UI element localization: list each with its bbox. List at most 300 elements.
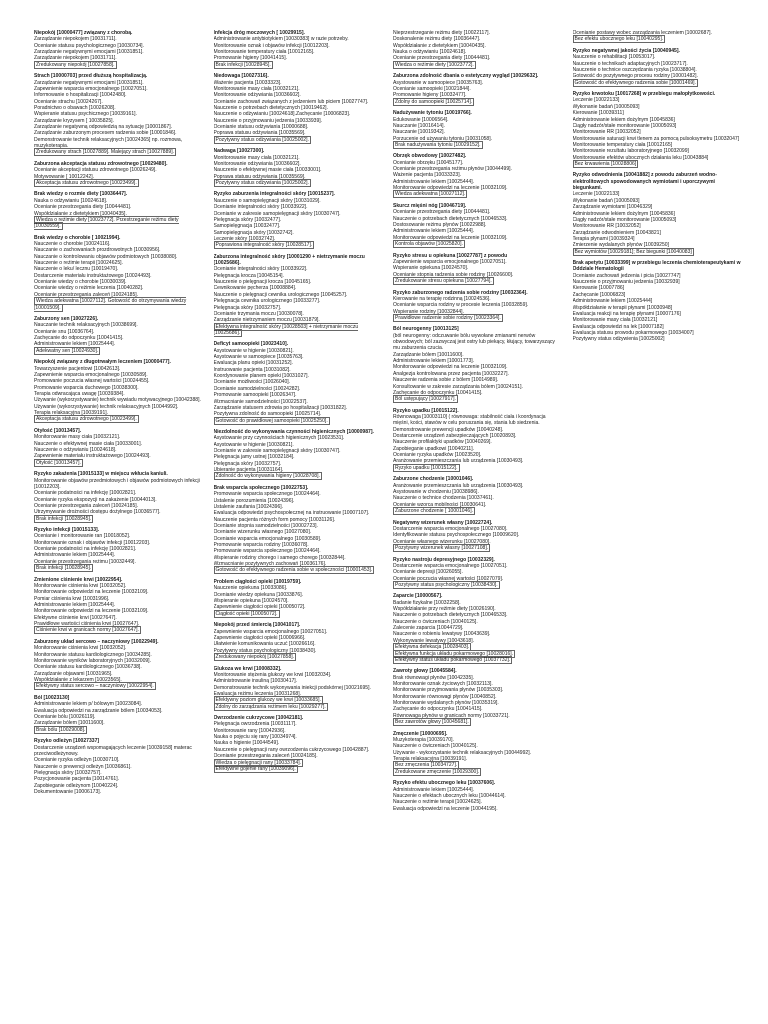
intervention-line: Zarządzanie kryzysem [ 10035825]. bbox=[34, 117, 114, 124]
outcome-line bbox=[34, 627, 204, 633]
intervention-line: Monitorowanie przyjmowania płynów [10035303]. bbox=[393, 687, 504, 694]
intervention-line: Ocenianie akceptacji statusu zdrowotnego [10026249]. bbox=[34, 167, 157, 174]
intervention-line: Asystowanie w chodzeniu [10038986]. bbox=[393, 489, 479, 496]
intervention-line: Ewaluacja odpowiedzi na lek [10007182] bbox=[572, 323, 664, 330]
diagnosis-block bbox=[393, 408, 563, 471]
intervention-line: Zarządzanie bólem [10011600]. bbox=[34, 720, 105, 727]
intervention-line: Ubieranie pacjenta [10031164]. bbox=[213, 467, 284, 474]
intervention-line: Nieprzestrzeganie reżimu diety [10022117]. bbox=[393, 30, 490, 36]
outcome-line bbox=[393, 582, 563, 588]
intervention-line: Nauczenie o przyjmowaniu jedzenia [10032939] bbox=[572, 279, 680, 286]
intervention-line: Pielęgnacja skóry [10032757]. bbox=[213, 460, 282, 467]
intervention-line: Ocenianie zachowań związanych z jedzeniem lub piciem [10027747]. bbox=[213, 98, 369, 105]
diagnosis-title: Otyłość [10013457]. bbox=[34, 427, 82, 434]
intervention-line: Asystowanie w higienie [10030821]. bbox=[213, 441, 294, 448]
intervention-line: Ocenianie integralności skóry [10033922]. bbox=[213, 266, 308, 273]
intervention-line: Promowanie higieny [10041415]. bbox=[213, 55, 288, 62]
intervention-line: Aranżowanie przemieszczania lub urządzenia [10030493]. bbox=[393, 482, 524, 489]
diagnosis-block bbox=[573, 48, 743, 86]
diagnosis-title: Ból [10023130] bbox=[34, 694, 70, 701]
outcome-text: Efektywna funkcja układu pokarmowego [10028016]. bbox=[395, 650, 514, 657]
intervention-line: Ocenianie wiedzy opiekuna [10033876]. bbox=[213, 591, 304, 598]
intervention-line: Zapewnienie wsparcia emocjonalnego [10027051]. bbox=[34, 85, 148, 92]
intervention-line: Prawidłowe wartości ciśnienia krwi [10027647]. bbox=[34, 621, 140, 628]
intervention-line: Efektywne ciśnienie krwi [10027647]. bbox=[34, 614, 117, 621]
intervention-line: Pomiar ciśnienia krwi [10031996]. bbox=[34, 595, 110, 602]
intervention-line: Badanie fizykalne [10032258]. bbox=[393, 599, 461, 606]
outcome-line bbox=[214, 137, 384, 143]
intervention-line: Ocenianie przestrzegania zaleceń [10024185]. bbox=[34, 502, 139, 509]
intervention-line: Ocenianie bólu [10026119]. bbox=[34, 713, 96, 720]
diagnosis-title: Brak wiedzy o chorobie [ 10021994]. bbox=[34, 234, 121, 241]
intervention-line: Brak równowagi płynów [10042335]. bbox=[393, 674, 475, 681]
intervention-line: Ewaluacja odpowiedzi na zarządzanie bólem [10034053]. bbox=[34, 707, 163, 714]
intervention-line: Administrowanie antybiotykiem [10030383] w razie potrzeby. bbox=[213, 36, 349, 43]
intervention-line: Ocenianie samodzielności [10024282]. bbox=[213, 385, 301, 392]
intervention-line: Ocenianie postawy wobec zarządzania leczeniem [10002687]. bbox=[572, 30, 712, 36]
diagnosis-title: Ryzyko upadku [10015122]. bbox=[393, 407, 459, 414]
intervention-line: Nauczenie o technice oszczędzania ryzyka [10038804]. bbox=[572, 66, 697, 73]
intervention-line: Ocenianie ryzyka odleżyn [10030710]. bbox=[34, 757, 120, 764]
diagnosis-block bbox=[214, 148, 384, 186]
intervention-line: Wspieranie rodziny [10032844]. bbox=[393, 308, 464, 315]
intervention-line: Monitorowanie rezultatu laboratoryjnego [10032099] bbox=[572, 148, 689, 155]
intervention-line: Ważenie pacjenta [10033323]. bbox=[213, 79, 282, 86]
intervention-line: Asystowanie w higienie [10030821]. bbox=[213, 347, 294, 354]
outcome-line bbox=[34, 516, 204, 522]
intervention-line: Zapewnienie ciągłości opieki [10005072]. bbox=[213, 604, 306, 611]
intervention-line: Ocenianie snu [10036764]. bbox=[34, 328, 95, 335]
intervention-line: Ocenianie wizerunku własnego [10027080]. bbox=[213, 529, 312, 536]
intervention-line: Pozytywna zdolność do samoopieki [10025714]. bbox=[213, 411, 322, 418]
intervention-line: Pielęgnacja owrzodzenia [10031117]. bbox=[213, 721, 297, 728]
diagnosis-block bbox=[214, 429, 384, 480]
intervention-line: Monitorowanie stężenia glukozy we krwi [10032034]. bbox=[213, 671, 332, 678]
diagnosis-title: Problem ciągłości opieki [10019759]. bbox=[213, 579, 302, 585]
intervention-line: Promowanie wsparcia społecznego [10024464]. bbox=[213, 548, 321, 555]
diagnosis-title: Zaburzona integralność skóry [10001290 + nietrzymanie moczu [10025686]. bbox=[213, 253, 365, 267]
outcome-text: Wiedza o reżimie diety [10023772]. Przestrzeganie reżimu diety [10030559]. bbox=[34, 216, 179, 230]
outcome-line bbox=[214, 567, 384, 573]
intervention-line: Administrowanie lekiem [10025444]. bbox=[393, 228, 475, 235]
intervention-line: Ewaluacja planu opieki [10031252]. bbox=[213, 360, 293, 367]
outcome-line bbox=[34, 683, 204, 689]
outcome-line bbox=[34, 416, 204, 422]
diagnosis-title: Niepokój związany z długotrwałym leczeniem [10000477]. bbox=[34, 359, 171, 366]
outcome-text: Gotowość do efektywnego radzenia sobie w społeczności [10001453]. bbox=[215, 567, 373, 574]
intervention-line: Ocenianie statusu kardiologicznego [10036738]. bbox=[34, 664, 142, 671]
intervention-line: Zarządzanie statusem zdrowia po hospitalizacji [10031822]. bbox=[213, 404, 348, 411]
outcome-line bbox=[393, 508, 563, 514]
intervention-line: Pielęgnacja skóry [10032757]. bbox=[34, 769, 102, 776]
intervention-line: Dostarczenie wsparcia emocjonalnego [10027080]. bbox=[393, 525, 508, 532]
intervention-line: Ocenianie przestrzegania diety [10044481]. bbox=[393, 55, 491, 62]
outcome-text: Brak infekcji [10028945]. bbox=[215, 61, 271, 68]
outcome-text: Zdolny do samoopieki [10025714]. bbox=[395, 98, 473, 105]
intervention-line: Zachęcanie do odpoczynku [10041415]. bbox=[393, 389, 483, 396]
diagnosis-title: Zawroty głowy [10045584]. bbox=[393, 668, 457, 675]
intervention-line: Kierowanie [10007786] bbox=[572, 285, 625, 292]
outcome-line bbox=[214, 766, 384, 772]
intervention-line: Ocenianie własnego wizerunku [10027080]. bbox=[393, 538, 491, 545]
intervention-line: Nauczenie radzenia sobie z bólem [10014989]. bbox=[393, 377, 499, 384]
outcome-line bbox=[214, 62, 384, 68]
outcome-text: Bez zmęczenia [10034727]. bbox=[395, 762, 458, 769]
intervention-line: Zapobieganie odleżynom [10040224]. bbox=[34, 782, 119, 789]
outcome-line bbox=[214, 473, 384, 479]
intervention-line: Monitorowanie równowagi płynów [10040852]. bbox=[393, 693, 497, 700]
intervention-line: Ewaluacja reżimu leczenia [10031268]. bbox=[213, 690, 302, 697]
diagnosis-block bbox=[393, 731, 563, 775]
diagnosis-title: Obrzęk obwodowy [10027482]. bbox=[393, 153, 467, 160]
intervention-line: Zmierzenie wydalanych płynów [10039250] bbox=[572, 242, 670, 249]
intervention-line: Ewaluacja reakcji na terapię płynami [10007176] bbox=[572, 310, 681, 317]
intervention-line: Nauczenie pacjenta różnych form pomocy [10031126]. bbox=[213, 516, 336, 523]
outcome-line bbox=[34, 298, 204, 311]
intervention-line: Pozytywny status psychologiczny [10038430]. bbox=[213, 647, 317, 654]
intervention-line: Nauczenie o rehabilitacji [10053017]. bbox=[572, 54, 656, 61]
intervention-line: Nauka o pojęciu się rany [10034974]. bbox=[213, 734, 297, 741]
intervention-line: Ocenianie podatności na infekcję [10002821]. bbox=[34, 546, 137, 553]
diagnosis-block bbox=[34, 359, 204, 422]
diagnosis-block bbox=[393, 30, 563, 68]
intervention-line: Dostarczenie materiału instruktażowego [10024493]. bbox=[34, 272, 152, 279]
intervention-line: Monitorowanie odżywiania [10036602]. bbox=[213, 160, 301, 167]
outcome-text: Brak bólu [10029008]. bbox=[36, 726, 86, 733]
intervention-line: Nauczenie o pielęgnacji krocza [10045165]. bbox=[213, 279, 312, 286]
intervention-line: Ułatwienie komunikowania uczuć [10026616]. bbox=[213, 641, 316, 648]
intervention-line: Pielęgnacja skóry [10032757]. bbox=[213, 304, 282, 311]
intervention-line: Administrowanie lekiem p/ bólowym [10023084]. bbox=[34, 701, 143, 708]
intervention-line: Ewaluacja odpowiedzi na leczenie [10044195]. bbox=[393, 805, 498, 812]
intervention-line: Zarządzanie zaburzonym procesem radzenia sobie [10001846]. bbox=[34, 130, 177, 137]
intervention-line: Administrowanie lekiem [10025444] bbox=[572, 298, 653, 305]
diagnosis-title: Infekcja dróg moczowych [ 10029915]. bbox=[213, 30, 305, 36]
intervention-line: Monitorowanie saturacji krwi tlenem za pomocą pulsoksymetru [10032047] bbox=[572, 135, 740, 142]
intervention-line: Ocenianie wzorca mobilności [10030641]. bbox=[393, 501, 487, 508]
diagnosis-title: Glukoza we krwi [10008332]. bbox=[213, 665, 282, 672]
intervention-line: Administrowanie lekiem dożylnym [10045836] bbox=[572, 210, 675, 217]
intervention-line: Wspieranie opiekuna [10024570]. bbox=[213, 598, 289, 605]
column-2 bbox=[214, 30, 384, 1014]
intervention-line: Ciągły nadzór/stałe monitorowanie [10005093] bbox=[572, 216, 677, 223]
diagnosis-block bbox=[34, 527, 204, 571]
outcome-text: Ryzyko upadku [10015122]. bbox=[395, 464, 458, 471]
intervention-line: Nauczenie o efektywnej masie ciała [10033001]. bbox=[213, 167, 322, 174]
diagnosis-title: Niedowaga [10027316]. bbox=[213, 73, 269, 80]
intervention-line: Współdziałanie z dietetykiem [10040435]. bbox=[34, 210, 127, 217]
outcome-line bbox=[393, 465, 563, 471]
intervention-line: Promowanie higieny [10032477]. bbox=[393, 92, 467, 99]
intervention-line: Demonstrowanie technik wykonywania iniekcji podskórnej [10021695]. bbox=[213, 684, 371, 691]
outcome-text: Wiedza adekwatna [10027112]. Gotowość do otrzymywania wiedzy [10001509]. bbox=[34, 298, 187, 311]
intervention-line: Monitorowanie odżywiania [10036602]. bbox=[213, 92, 301, 99]
diagnosis-block bbox=[34, 191, 204, 229]
intervention-line: Zalecenie zaparcia [10044729]. bbox=[393, 625, 464, 632]
diagnosis-block bbox=[214, 485, 384, 574]
diagnosis-block bbox=[34, 471, 204, 522]
intervention-line: Zapewnienie ciągłości opieki [10006966]. bbox=[213, 634, 306, 641]
intervention-line: Zapewnienie wsparcia emocjonalnego [10027051]. bbox=[213, 628, 328, 635]
outcome-line bbox=[393, 278, 563, 284]
intervention-line: Pielęgnacja krocza [10045154]. bbox=[213, 272, 284, 279]
outcome-text: Zdolność do wykonywania higieny [10028708]. bbox=[215, 473, 320, 480]
intervention-line: Ocenianie obrzęku [10045177]. bbox=[393, 159, 464, 166]
intervention-line: Monitorowanie oznak i objawów infekcji [10012203]. bbox=[213, 42, 330, 49]
intervention-line: Monitorowanie wyników laboratoryjnych [10032009]. bbox=[34, 658, 151, 664]
intervention-line: Wykonanie badań [10005093] bbox=[572, 197, 640, 204]
intervention-line: Ocenianie wiedzy o reżimie leczenia [10040282]. bbox=[34, 285, 144, 292]
outcome-line bbox=[573, 249, 743, 255]
diagnosis-title: Ryzyko odwodnienia [10041882] z powodu zaburzeń wodno-elektrolitowych spowodowanych wymiotami i uporczywymi biegunkami. bbox=[572, 172, 717, 192]
outcome-text: Zredukowany strach [10027889]. Malejący strach [10027889]. bbox=[36, 149, 175, 156]
column-1 bbox=[34, 30, 204, 1014]
outcome-text: Zaburzone chodzenie [ 10001046]. bbox=[395, 508, 474, 515]
diagnosis-title: Niepokój przed śmiercią [10041017]. bbox=[213, 622, 301, 629]
intervention-line: Ocenianie stopnia samodzielności [10002723]. bbox=[213, 523, 318, 530]
outcome-line bbox=[214, 180, 384, 186]
intervention-line: Nauczanie [10016414]. bbox=[393, 122, 445, 129]
intervention-line: Nauczenie o pielęgnacji cewnika urologicznego [10045257]. bbox=[213, 291, 348, 298]
outcome-text: Ciągłość opieki [10005072]. bbox=[215, 610, 278, 617]
intervention-line: Terapia odwracająca uwagę [10039384]. bbox=[34, 391, 125, 397]
diagnosis-title: Deficyt samoopieki [10023410]. bbox=[213, 341, 289, 348]
diagnosis-title: Ryzyko zaburzenia integralności skóry [10015237]. bbox=[213, 191, 335, 198]
intervention-line: Pielęgnacja skóry [10032477]. bbox=[213, 216, 282, 223]
diagnosis-title: Ryzyko stresu u opiekuna [10027787] z powodu bbox=[393, 252, 508, 259]
outcome-text: Bez zawrotów głowy [10045681]. bbox=[395, 719, 469, 726]
outcome-text: Wiedza o reżimie diety [10023772]. bbox=[395, 61, 474, 68]
intervention-line: Poradnictwo o obawach [10026208]. bbox=[34, 104, 116, 111]
diagnosis-block bbox=[573, 91, 743, 167]
intervention-line: Leczenie skóry [10032742]. bbox=[213, 235, 276, 242]
diagnosis-block bbox=[393, 476, 563, 514]
intervention-line: Wykonywanie lewatywy [10043618]. bbox=[393, 637, 475, 644]
diagnosis-title: Zaburzone chodzenie [10001046]. bbox=[393, 476, 474, 483]
diagnosis-title: Zaburzony sen [10027226]. bbox=[34, 316, 99, 323]
intervention-line: Równowaga [10003110] ( równowaga: stabilność ciała i koordynacja mięśni, kości, stawów w celu poruszania się, stania lub siedzenia. bbox=[393, 414, 546, 427]
diagnosis-block bbox=[34, 695, 204, 733]
diagnosis-block bbox=[214, 666, 384, 710]
intervention-line: Zarządzanie bólem [10011600]. bbox=[393, 351, 464, 358]
intervention-line: Współdziałanie przy reżimie diety [10026190]. bbox=[393, 606, 496, 613]
intervention-line: Ciągły nadzór/stałe monitorowanie [10005093] bbox=[572, 122, 677, 129]
intervention-line: Nauczanie [10019342]. bbox=[393, 129, 445, 136]
outcome-text: Poprawiona integralność skóry [10028517]. bbox=[215, 242, 313, 249]
outcome-text: Gotowość do efektywnego radzenia sobie [10001469]. bbox=[574, 79, 696, 86]
intervention-line: Nauczenie o leku/ lecznu [10019470]. bbox=[34, 266, 119, 273]
outcome-text: Bez wymiotów [10029181]; Bez biegunki [10040083] bbox=[574, 248, 692, 255]
intervention-line: Terapia relaksacyjna [10039191]. bbox=[34, 410, 109, 417]
intervention-line: Porzucenie od używaniu tytoniu [10031058]. bbox=[393, 135, 493, 142]
outcome-line bbox=[573, 36, 743, 42]
intervention-line: Zarządzanie odwodnieniem [10043821] bbox=[572, 229, 661, 236]
outcome-text: Brak nadużywania tytoniu [10029152]. bbox=[395, 141, 481, 148]
diagnosis-block bbox=[393, 153, 563, 197]
intervention-line: Nauczenie o ćwiczeniach [10040125]. bbox=[393, 743, 478, 750]
intervention-line: Administrowanie lekiem [10025444]. bbox=[393, 178, 475, 185]
diagnosis-title: Ryzyko zakażenia [10015133] w miejscu wkłucia kaniuli. bbox=[34, 471, 168, 478]
outcome-text: Wiedza o pielęgnacji rany [10033784]. bbox=[215, 759, 302, 766]
intervention-line: Asystowanie przy czynnościach higienicznych [10023531]. bbox=[213, 435, 345, 442]
intervention-line: Monitorowanie oznak i objawów infekcji [10012203]. bbox=[34, 539, 151, 546]
diagnosis-title: Nadużywanie tytoniu [10019766]. bbox=[393, 110, 472, 117]
intervention-line: Koordynowanie planem opieki [10031027]. bbox=[213, 373, 309, 380]
intervention-line: Nauczenie o robieniu lewatywy [10043639]. bbox=[393, 631, 491, 638]
intervention-line: Monitorowanie rany [10042936]. bbox=[213, 727, 286, 734]
outcome-line bbox=[393, 769, 563, 775]
intervention-line: Poprawa statusu odżywiania [10035569]. bbox=[213, 173, 306, 180]
intervention-line: Dostosowanie reżimu płynów [10022988]. bbox=[393, 222, 487, 229]
diagnosis-title: Ryzyko zaburzonego radzenia sobie rodziny [10032364]. bbox=[393, 289, 528, 296]
intervention-line: Terapia płynami [10039324] bbox=[572, 235, 635, 242]
intervention-line: Monitorowanie odpowiedzi na leczenie [10032109]. bbox=[393, 364, 508, 371]
diagnosis-block bbox=[393, 253, 563, 285]
diagnosis-block bbox=[393, 110, 563, 148]
intervention-line: Konsultowanie w zakresie zarządzania bólem [10024151]. bbox=[393, 383, 523, 390]
outcome-line bbox=[393, 241, 563, 247]
intervention-line: Wspieranie rodziny chorego i samego chorego [10032844]. bbox=[213, 554, 346, 561]
outcome-line bbox=[34, 565, 204, 571]
intervention-line: Asystowanie w samoopiece [10035763]. bbox=[213, 354, 304, 361]
intervention-line: Kierowanie [10039311] bbox=[572, 110, 624, 117]
diagnosis-block bbox=[214, 622, 384, 660]
intervention-line: Administrowanie lekiem [10001773]. bbox=[393, 358, 475, 365]
intervention-line: Administrowanie lekiem dożylnym [10045836] bbox=[572, 116, 675, 123]
intervention-line: Promowanie wsparcia duchowego [10038300]. bbox=[34, 384, 139, 391]
outcome-line bbox=[34, 62, 204, 68]
outcome-text: Brak infekcji [10028945]. bbox=[36, 565, 92, 572]
column-3 bbox=[393, 30, 563, 1014]
intervention-line: Zapewnienie wsparcia emocjonalnego [10030589]. bbox=[34, 371, 148, 378]
outcome-line bbox=[393, 99, 563, 105]
diagnosis-block bbox=[34, 428, 204, 466]
intervention-line: Używanie - wykorzystanie technik relaksacyjnych [10044992]. bbox=[393, 749, 532, 756]
intervention-line: Monitorowanie oznak życiowych [10032113]. bbox=[393, 681, 493, 688]
outcome-text: Brak infekcji [10028945]. bbox=[36, 515, 92, 522]
intervention-line: Dostarczenie urządzeń wspomagających leczenie [10039158] materac przeciwodleżynowy. bbox=[34, 744, 192, 757]
intervention-line: Ocenianie w zakresie samopielęgnacji skóry [10030747]. bbox=[213, 210, 341, 217]
intervention-line: Ocenianie przestrzegania reżimu płynów [10044499]. bbox=[393, 166, 512, 173]
diagnosis-block bbox=[34, 30, 204, 68]
intervention-line: Zachęcanie [10006823] bbox=[572, 291, 626, 298]
intervention-line: Monitorowanie ciśnienia krwi [10032052]. bbox=[34, 645, 127, 652]
diagnosis-title: Niezdolność do wykonywania czynności higienicznych [10000987]. bbox=[213, 429, 374, 436]
intervention-line: Zarządzanie wymiotami [10046329] bbox=[572, 204, 653, 211]
diagnosis-block bbox=[214, 341, 384, 423]
intervention-line: Ocenianie ryzyka upadków [10023520]. bbox=[393, 452, 482, 459]
intervention-line: Nauczenie o ćwiczeniach [10040125]. bbox=[393, 618, 478, 625]
intervention-line: Ocenianie ryzyka ekspozycji na zakażenie [10044013]. bbox=[34, 496, 157, 503]
intervention-line: Współdziałanie w terapii płynami [10030948] bbox=[572, 304, 673, 311]
intervention-line: Dostarczenie urządzeń zabezpieczających [10020893]. bbox=[393, 433, 517, 440]
diagnosis-title: Zaburzony układ sercowo – naczyniowy [10022949]. bbox=[34, 638, 159, 645]
outcome-text: Ból ustępujący [10027917]. bbox=[395, 396, 456, 403]
intervention-line: Nauczenie o odżywianiu [10024618]. bbox=[34, 446, 117, 453]
intervention-line: Ewaluacja odpowiedzi psychospołecznej na instruowanie [10007107]. bbox=[213, 510, 370, 517]
outcome-text: Efektywny poziom glukozy we krwi [10033685]. bbox=[215, 697, 321, 704]
outcome-text: Efektywny status sercowo – naczyniowy [10022954]. bbox=[36, 683, 154, 690]
intervention-line: Wzmacnianie pozytywnych zachowań [10036176]. bbox=[213, 561, 327, 568]
intervention-line: Monitorowanie objawów przedmiotowych i objawów podmiotowych infekcji [10012203]. bbox=[34, 477, 200, 490]
diagnosis-block bbox=[214, 715, 384, 772]
intervention-line: Monitorowanie ciśnienia krwi [10032052]. bbox=[34, 583, 127, 590]
intervention-line: Ocenianie statusu odżywiania [10000688]. bbox=[213, 124, 309, 130]
diagnosis-title: Zaburzona zdolność dbania o estetyczny wygląd [10029632]. bbox=[393, 73, 539, 80]
diagnosis-title: Skurcz mięśni nóg [10046719]. bbox=[393, 203, 467, 209]
diagnosis-title: Negatywny wizerunek własny [10022724]. bbox=[393, 519, 493, 526]
intervention-line: Nauczenie o samopielęgnacji skóry [10031029]. bbox=[213, 197, 321, 204]
intervention-line: Nauczenie profilaktyki upadków [10040269]. bbox=[393, 439, 492, 446]
diagnosis-title: Zaburzona akceptacja statusu zdrowotnego [10029480]. bbox=[34, 160, 168, 167]
intervention-line: Asystowanie w samoopiece [10035763]. bbox=[393, 79, 484, 86]
intervention-line: Współdziałanie z lekarzem [10023565]. bbox=[34, 677, 122, 684]
outcome-text: Zredukowanie stresu opiekuna [10027794]. bbox=[395, 277, 492, 284]
intervention-line: Samopielęgnacja [10032477]. bbox=[213, 223, 281, 230]
intervention-line: Nauczenie o pielęgnacji rany owrzodzenia cukrzycowego [10042887]. bbox=[213, 746, 370, 753]
outcome-line bbox=[34, 727, 204, 733]
diagnosis-title: Zaparcie [10000567]. bbox=[393, 593, 443, 600]
diagnosis-block bbox=[214, 579, 384, 617]
diagnosis-block bbox=[393, 203, 563, 247]
intervention-line: Ocenianie statusu psychologicznego [10030734]. bbox=[34, 42, 144, 49]
intervention-line: Monitorowanie masy ciała [10032121]. bbox=[213, 85, 300, 92]
diagnosis-block bbox=[214, 73, 384, 143]
diagnosis-title: Ból neurogenny [10013125] bbox=[393, 326, 459, 333]
diagnosis-title: Zmęczenie [10000695]. bbox=[393, 730, 448, 737]
diagnosis-block bbox=[34, 235, 204, 311]
intervention-line: Ocenianie stopnia radzenia sobie rodziny [10026600]. bbox=[393, 271, 514, 278]
intervention-line: Ocenianie w zakresie samopielęgnacji skóry [10030747]. bbox=[213, 448, 341, 455]
outcome-line bbox=[573, 80, 743, 86]
intervention-line: Administrowanie lekiem [10025444]. bbox=[393, 786, 475, 793]
intervention-line: Ocenianie strachu [10024267]. bbox=[34, 98, 103, 105]
diagnosis-block bbox=[34, 316, 204, 354]
outcome-line bbox=[393, 315, 563, 321]
intervention-line: Ocenianie samoopieki [10021844]. bbox=[393, 85, 471, 92]
intervention-line: Ocenianie wsparcia rodziny w procesie leczenia [10032859]. bbox=[393, 302, 529, 309]
intervention-line: Ważenie pacjenta [10033323]. bbox=[393, 172, 461, 179]
outcome-line bbox=[34, 180, 204, 186]
document-page bbox=[34, 30, 742, 1014]
diagnosis-block bbox=[34, 738, 204, 795]
outcome-text: Efektywna defekacja [10028403]. bbox=[395, 644, 470, 651]
outcome-text: Wiedza adekwatna [10027112]. bbox=[395, 191, 466, 198]
intervention-line: Monitorowanie odpowiedzi na leczenie [10032109]. bbox=[34, 608, 149, 615]
diagnosis-block bbox=[573, 30, 743, 43]
outcome-text: Bez krwawienia [10028806] bbox=[574, 160, 637, 167]
intervention-line: Zarządzanie niepokojem [10031711]. bbox=[34, 36, 117, 43]
intervention-line: Nauczenie o potrzebach dietetycznych [10019462]. bbox=[213, 104, 328, 111]
intervention-line: Monitorowanie temperatury ciała [10012165] bbox=[572, 141, 673, 148]
diagnosis-title: Ryzyko krwotoku [10017268] w przebiegu małopłytkowości. bbox=[572, 91, 716, 98]
intervention-line: Administrowanie lekiem [10025444]. bbox=[34, 602, 116, 609]
outcome-text: Zredukowany niepokój [10027858]. bbox=[215, 653, 295, 660]
intervention-line: Ocenianie przestrzegania reżimu [10032449]. bbox=[34, 558, 136, 565]
intervention-line: Doskonalenie reżimu diety [10036447]. bbox=[393, 36, 481, 43]
intervention-line: Monitorowanie masy ciała [10032121]. bbox=[34, 434, 121, 441]
intervention-line: Nauczenie o efektach ubocznych leku [10044614]. bbox=[393, 792, 506, 799]
intervention-line: Współdziałanie z dietetykiem [10040435]. bbox=[393, 42, 486, 49]
outcome-line bbox=[34, 149, 204, 155]
outcome-text: Akceptacja statusu zdrowotnego [10023499]. bbox=[36, 416, 137, 423]
intervention-line: Równowaga płynów w granicach normy [10033721]. bbox=[393, 712, 510, 719]
intervention-line: Nauczenie o reżimie terapii [10024625]. bbox=[393, 799, 482, 806]
intervention-line: Ocenianie trzymania moczu [10030078]. bbox=[213, 310, 304, 317]
outcome-text: Kontrola objawów [10025820]. bbox=[395, 241, 463, 248]
intervention-line: Nauczenie o odżywianiu [10024618].Zachęcanie [10006823]. bbox=[213, 111, 351, 118]
diagnosis-block bbox=[393, 290, 563, 322]
